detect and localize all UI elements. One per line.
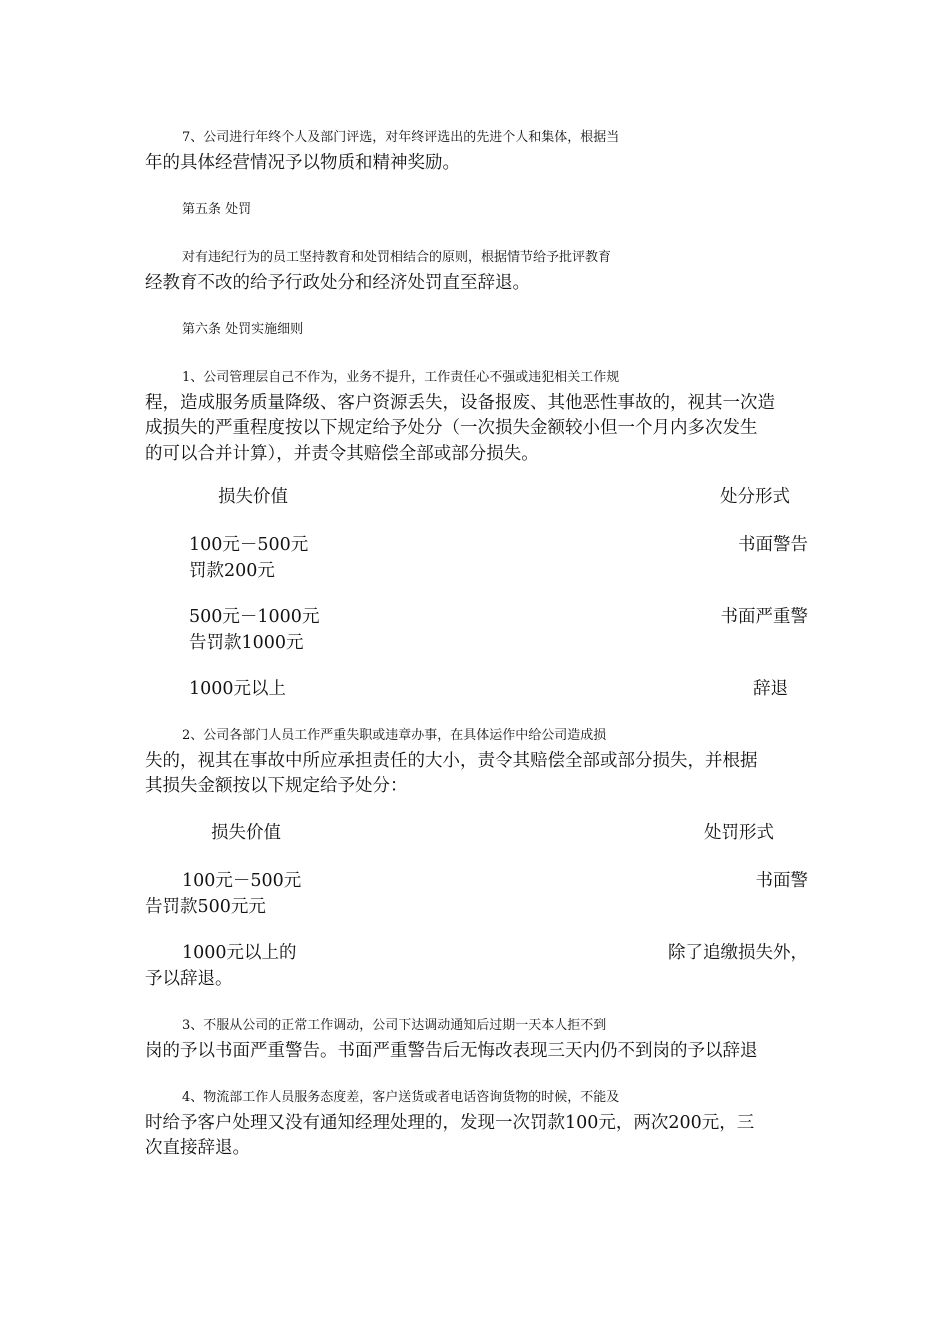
table2-row-wrap: 告罚款500元元 [145, 896, 266, 917]
paragraph-article-5 [145, 245, 808, 296]
article-6-title: 第六条 处罚实施细则 [182, 322, 304, 337]
table1-row [145, 677, 808, 729]
text-line: 对有违纪行为的员工坚持教育和处罚相结合的原则，根据情节给予批评教育 [182, 250, 612, 265]
text-line: 时给予客户处理又没有通知经理处理的，发现一次罚款100元，两次200元，三 [145, 1112, 755, 1133]
table1-row-wrap: 罚款200元 [189, 560, 275, 581]
text-line: 失的，视其在事故中所应承担责任的大小，责令其赔偿全部或部分损失，并根据 [145, 750, 758, 771]
text-line: 2、公司各部门人员工作严重失职或违章办事，在具体运作中给公司造成损 [182, 728, 607, 743]
table2-row-left: 100元－500元 [182, 871, 302, 891]
text-line: 7、公司进行年终个人及部门评选，对年终评选出的先进个人和集体，根据当 [182, 130, 620, 145]
text-line: 年的具体经营情况予以物质和精神奖励。 [145, 152, 460, 173]
table1-row-right: 书面严重警 [720, 607, 808, 627]
table2-header-right: 处罚形式 [704, 823, 774, 843]
article-5-title: 第五条 处罚 [182, 202, 252, 217]
table2-row-right: 书面警 [755, 871, 808, 891]
table1-row-left: 1000元以上 [189, 679, 287, 699]
text-line: 4、物流部工作人员服务态度差，客户送货或者电话咨询货物的时候，不能及 [182, 1090, 620, 1105]
table1-row-left: 500元－1000元 [189, 607, 320, 627]
table1-row-left: 100元－500元 [189, 535, 309, 555]
table1-row [145, 605, 808, 657]
paragraph-item-3 [145, 1013, 808, 1064]
text-line: 经教育不改的给予行政处分和经济处罚直至辞退。 [145, 272, 530, 293]
text-line: 其损失金额按以下规定给予处分： [145, 776, 408, 796]
table1-header-left: 损失价值 [218, 487, 288, 507]
paragraph-item-2 [145, 723, 808, 800]
table2-row [145, 869, 808, 921]
table2-header [145, 821, 808, 873]
text-line: 3、不服从公司的正常工作调动，公司下达调动通知后过期一天本人拒不到 [182, 1018, 607, 1033]
table1-header [145, 485, 808, 537]
text-line: 1、公司管理层自己不作为，业务不提升，工作责任心不强或违犯相关工作规 [182, 370, 620, 385]
table2-row-left: 1000元以上的 [182, 943, 297, 963]
table1-row-right: 辞退 [753, 679, 788, 699]
table1-row-right: 书面警告 [738, 535, 808, 555]
text-line: 的可以合并计算），并责令其赔偿全部或部分损失。 [145, 443, 539, 464]
paragraph-item-7 [145, 125, 808, 176]
table2-row-wrap: 予以辞退。 [145, 968, 233, 989]
table2-header-left: 损失价值 [211, 823, 281, 843]
text-line: 次直接辞退。 [145, 1138, 250, 1158]
text-line: 程，造成服务质量降级、客户资源丢失，设备报废、其他恶性事故的，视其一次造 [145, 392, 775, 413]
table1-header-right: 处分形式 [720, 487, 790, 507]
table2-row [145, 941, 808, 993]
text-line: 岗的予以书面严重警告。书面严重警告后无悔改表现三天内仍不到岗的予以辞退 [145, 1040, 758, 1061]
paragraph-item-4 [145, 1085, 808, 1162]
table2-row-right: 除了追缴损失外， [668, 943, 808, 963]
table1-row [145, 533, 808, 585]
text-line: 成损失的严重程度按以下规定给予处分（一次损失金额较小但一个月内多次发生 [145, 418, 758, 438]
paragraph-item-1 [145, 365, 808, 467]
table1-row-wrap: 告罚款1000元 [189, 632, 304, 653]
